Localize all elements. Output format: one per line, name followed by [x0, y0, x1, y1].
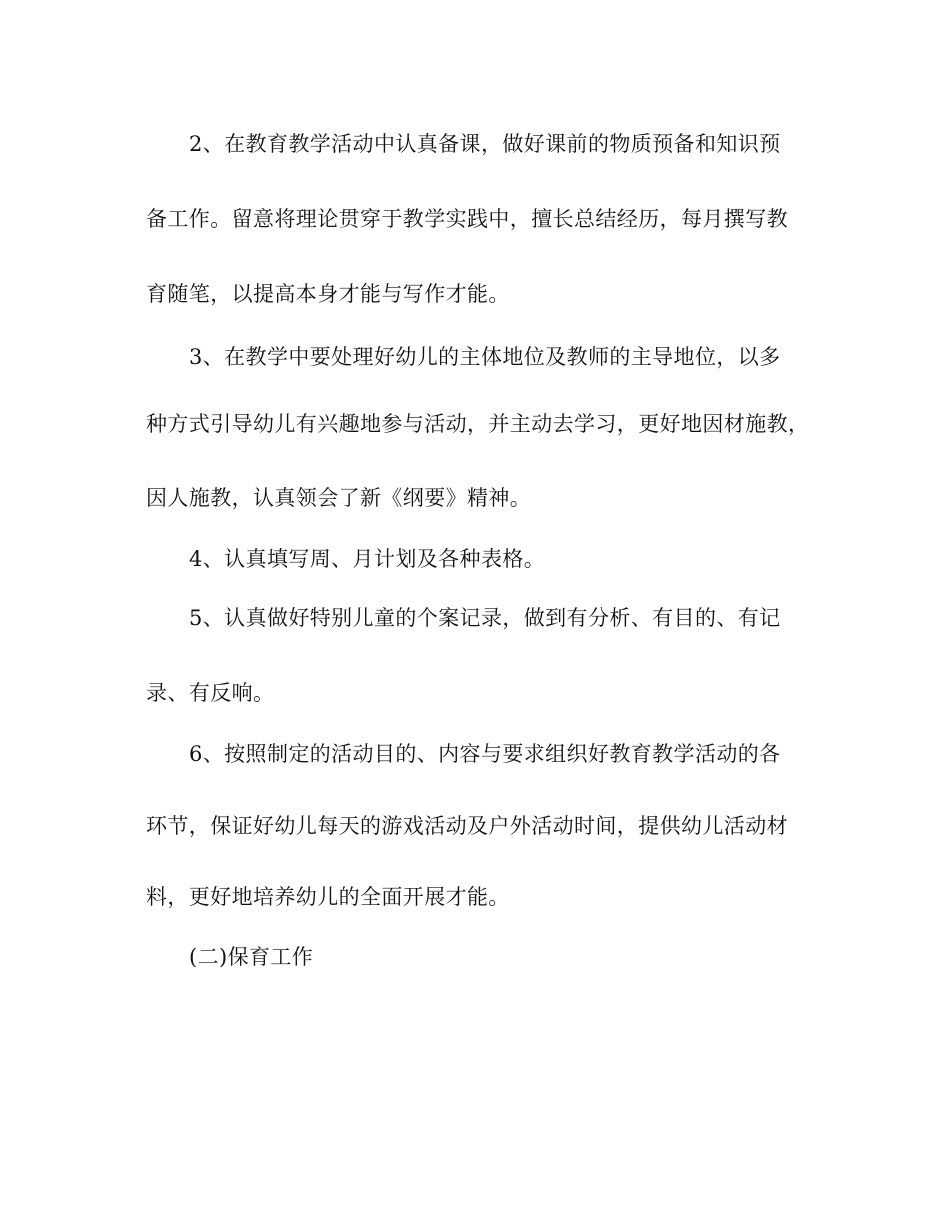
paragraph-4-line-1: 4、认真填写周、月计划及各种表格。 — [189, 547, 546, 571]
paragraph-5-line-2: 录、有反响。 — [146, 681, 275, 705]
paragraph-3-line-1: 3、在教学中要处理好幼儿的主体地位及教师的主导地位，以多 — [189, 345, 781, 369]
paragraph-2-line-2: 备工作。留意将理论贯穿于教学实践中，擅长总结经历，每月撰写教 — [146, 207, 788, 231]
paragraph-3-line-2: 种方式引导幼儿有兴趣地参与活动，并主动去学习，更好地因材施教， — [146, 412, 810, 436]
paragraph-2-line-3: 育随笔，以提高本身才能与写作才能。 — [146, 282, 510, 306]
section-heading: (二)保育工作 — [189, 945, 314, 969]
paragraph-6-line-1: 6、按照制定的活动目的、内容与要求组织好教育教学活动的各 — [189, 742, 781, 766]
paragraph-6-line-2: 环节，保证好幼儿每天的游戏活动及户外活动时间，提供幼儿活动材 — [146, 814, 788, 838]
paragraph-3-line-3: 因人施教，认真领会了新《纲要》精神。 — [146, 486, 532, 510]
paragraph-2-line-1: 2、在教育教学活动中认真备课，做好课前的物质预备和知识预 — [189, 132, 781, 156]
paragraph-6-line-3: 料，更好地培养幼儿的全面开展才能。 — [146, 885, 510, 909]
paragraph-5-line-1: 5、认真做好特别儿童的个案记录，做到有分析、有目的、有记 — [189, 606, 781, 630]
